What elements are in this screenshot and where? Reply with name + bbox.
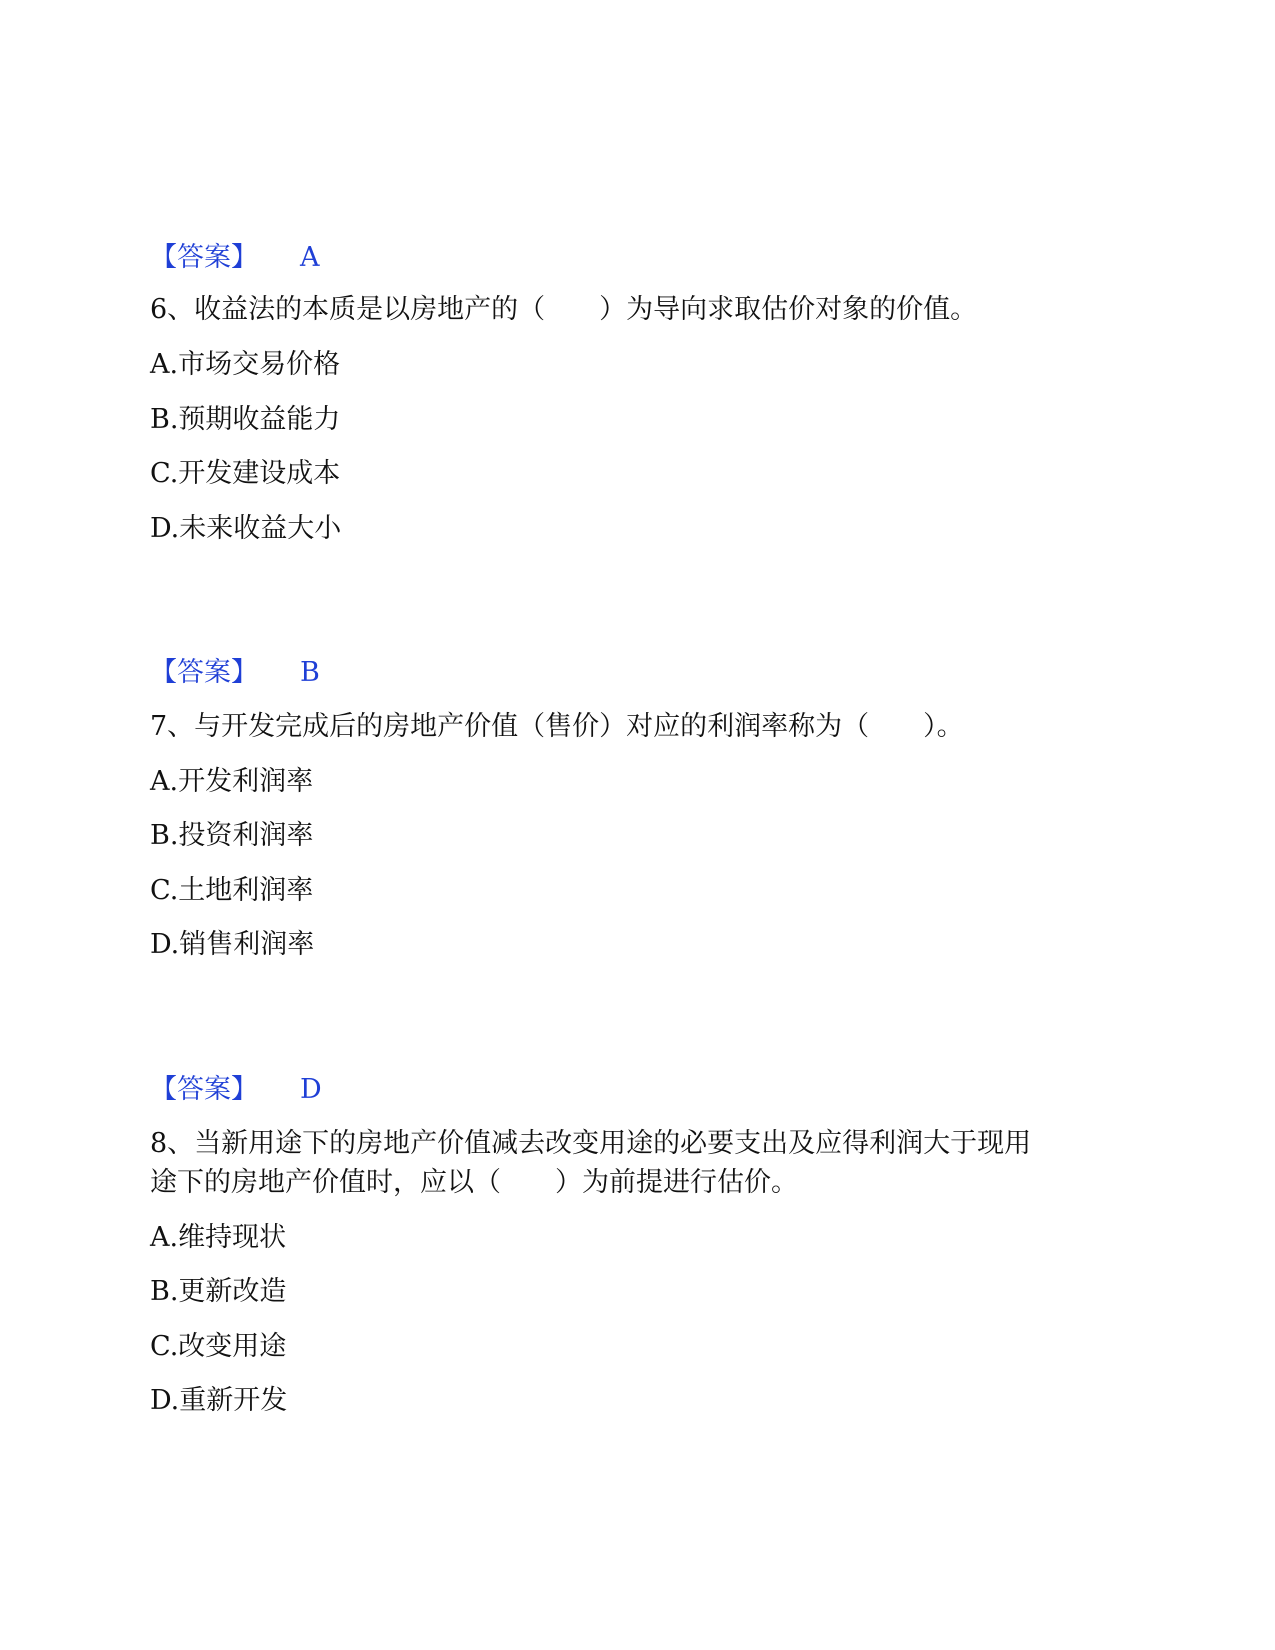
answer-label: 【答案】: [150, 242, 258, 273]
option-c: C.开发建设成本: [150, 458, 341, 489]
option-b: B.更新改造: [150, 1276, 287, 1307]
question-text-line-1: 8、当新用途下的房地产价值减去改变用途的必要支出及应得利润大于现用: [150, 1128, 1032, 1159]
question-text-line-2: 途下的房地产价值时，应以（ ）为前提进行估价。: [150, 1167, 798, 1198]
answer-label: 【答案】: [150, 1074, 258, 1105]
answer-value: D: [300, 1074, 322, 1105]
answer-line: [150, 653, 320, 693]
question-text: 6、收益法的本质是以房地产的（ ）为导向求取估价对象的价值。: [150, 294, 978, 325]
answer-label: 【答案】: [150, 657, 258, 688]
option-c: C.土地利润率: [150, 875, 314, 906]
answer-value: B: [300, 657, 320, 688]
option-a: A.市场交易价格: [150, 349, 341, 380]
question-text: 7、与开发完成后的房地产价值（售价）对应的利润率称为（ ）。: [150, 711, 964, 742]
option-d: D.重新开发: [150, 1385, 288, 1416]
option-a: A.开发利润率: [150, 766, 314, 797]
answer-value: A: [300, 242, 320, 273]
answer-line: [150, 238, 320, 278]
option-c: C.改变用途: [150, 1331, 287, 1362]
option-a: A.维持现状: [150, 1222, 287, 1253]
option-d: D.未来收益大小: [150, 513, 342, 544]
option-b: B.预期收益能力: [150, 404, 341, 435]
option-d: D.销售利润率: [150, 929, 315, 960]
option-b: B.投资利润率: [150, 820, 314, 851]
answer-line: [150, 1070, 322, 1110]
